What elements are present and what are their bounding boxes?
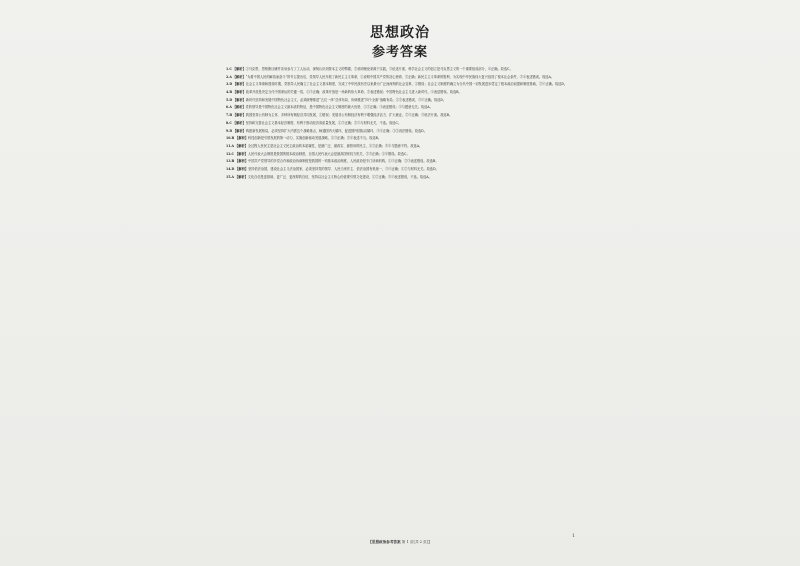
answer-item — [226, 159, 581, 164]
page-footer — [0, 540, 800, 545]
analysis-text: 社会主义革命和建设时期，党领导人民确立了社会主义基本制度，完成了中华民族有史以来最为广泛而深刻的社会变革，①错误；社会主义制度的确立为当代中国一切发展进步奠定了根本政治前提和制度基础，②④正确。故选D。 — [245, 82, 568, 87]
answer-item — [226, 67, 581, 72]
answer-number: 10.B — [226, 136, 235, 141]
analysis-text: 新时代坚持和发展中国特色社会主义，必须统筹推进“五位一体”总体布局，协调推进“四个全面”战略布局，①②表述错误，③④正确。故选D。 — [245, 97, 447, 102]
analysis-tag: 【解析】 — [232, 105, 246, 110]
analysis-tag: 【解析】 — [233, 90, 246, 95]
analysis-tag: 【解析】 — [235, 174, 248, 179]
answer-item — [226, 144, 581, 149]
answer-number: 13.B — [226, 159, 235, 164]
analysis-tag: 【解析】 — [233, 113, 246, 118]
answer-number: 15.A — [226, 174, 235, 179]
analysis-text: 全过程人民民主是社会主义民主政治的本质属性，是最广泛、最真实、最管用的民主，①②正确；③④与题意不符。故选A。 — [247, 143, 423, 148]
analysis-text: ①马克思、恩格斯目睹并亲身参与了工人运动，深刻认识到资本主义的弊端，②说明理论来源于实践，③论述片面，科学社会主义的创立是马克思主义的一个重要组成部分，④正确。故选C。 — [245, 67, 513, 71]
answer-number: 1.C — [226, 67, 232, 71]
answer-number: 6.A — [226, 105, 232, 110]
analysis-text: 改革开放是决定当代中国命运的关键一招，①③正确；改革开放是一场新的伟大革命，②表述错误；中国特色社会主义进入新时代，④表述错误。故选B。 — [245, 90, 462, 95]
analysis-tag: 【解析】 — [235, 143, 248, 148]
analysis-text: 科技创新是引领发展的第一动力，实施创新驱动发展战略，①③正确；②④表述不当。故选B。 — [248, 136, 382, 141]
answer-item — [226, 90, 581, 95]
document-title: 思想政治 — [370, 25, 430, 41]
answer-number: 14.D — [226, 166, 235, 171]
answer-item — [226, 121, 581, 126]
answer-item — [226, 113, 581, 118]
answer-item — [226, 98, 581, 103]
answer-number: 11.A — [226, 143, 235, 148]
footer-label: 【思想政治参考答案 — [368, 540, 401, 544]
answer-number: 7.B — [226, 113, 233, 118]
analysis-tag: 【解析】 — [235, 159, 249, 164]
answer-item — [226, 75, 581, 80]
analysis-tag: 【解析】 — [233, 128, 246, 133]
analysis-tag: 【解析】 — [233, 97, 246, 102]
analysis-tag: 【解析】 — [232, 74, 246, 79]
answer-item — [226, 129, 581, 134]
analysis-text: “为着中国人民的解放而奋斗”的号召提出后，党领导人民开展了新民主主义革命，①说明中国共产党的初心使命，②正确；新民主主义革命的胜利，为实现中华民族伟大复兴创造了根本社会条件，③④表述错误。故选A。 — [245, 74, 554, 79]
analysis-tag: 【解析】 — [233, 82, 246, 87]
answer-number: 5.D — [226, 97, 233, 102]
answer-list — [226, 67, 581, 182]
analysis-text: 中国共产党领导的多党合作和政治协商制度是我国的一项基本政治制度，人民政协是专门协商机构，①④正确；②③表述错误。故选B。 — [248, 159, 439, 164]
analysis-text: 人民代表大会制度是我国的根本政治制度，全国人民代表大会是最高国家权力机关，②③正确；①④错误。故选C。 — [247, 151, 410, 156]
analysis-tag: 【解析】 — [232, 67, 246, 71]
answer-number: 9.D — [226, 128, 233, 133]
analysis-text: 坚持和完善社会主义基本经济制度，有利于推动经济高质量发展，①③正确；②④与材料无关，不选。故选C。 — [245, 120, 402, 125]
analysis-tag: 【解析】 — [235, 166, 249, 171]
footer-page-info: 第 1 页(共 2 页)】 — [401, 540, 432, 544]
analysis-tag: 【解析】 — [235, 151, 248, 156]
answer-number: 12.C — [226, 151, 235, 156]
analysis-tag: 【解析】 — [232, 120, 246, 125]
answer-item — [226, 82, 581, 87]
analysis-tag: 【解析】 — [235, 136, 249, 141]
answer-number: 4.B — [226, 90, 233, 95]
answer-item — [226, 136, 581, 141]
answer-number: 8.C — [226, 120, 232, 125]
answer-item — [226, 152, 581, 157]
answer-item — [226, 105, 581, 110]
answer-number: 3.D — [226, 82, 233, 87]
analysis-text: 我国坚持公有制为主体、多种所有制经济共同发展，①错误；发展非公有制经济有利于增强经济活力、扩大就业，②④正确；③说法片面。故选B。 — [245, 113, 453, 118]
answer-item — [226, 167, 581, 172]
document-subtitle: 参考答案 — [371, 45, 428, 60]
analysis-text: 构建新发展格局，必须坚持扩大内需这个战略基点，畅通国内大循环，促进国内国际双循环，③④正确；①②说法错误。故选D。 — [245, 128, 427, 133]
analysis-text: 党的领导是中国特色社会主义最本质的特征，是中国特色社会主义制度的最大优势，①②正确；③表述错误；④与题意无关。故选A。 — [245, 105, 433, 110]
analysis-text: 文化自信是更基础、更广泛、更深厚的自信，坚持以社会主义核心价值观引领文化建设，①②正确；③④表述错误，不选。故选A。 — [247, 174, 432, 179]
page-number: 1 — [572, 533, 576, 539]
answer-number: 2.A — [226, 74, 232, 79]
analysis-text: 坚持依法治国，建设社会主义法治国家，必须坚持党的领导、人民当家作主、依法治国有机统一，③④正确；①②与材料无关。故选D。 — [248, 166, 439, 171]
answer-item — [226, 175, 581, 180]
